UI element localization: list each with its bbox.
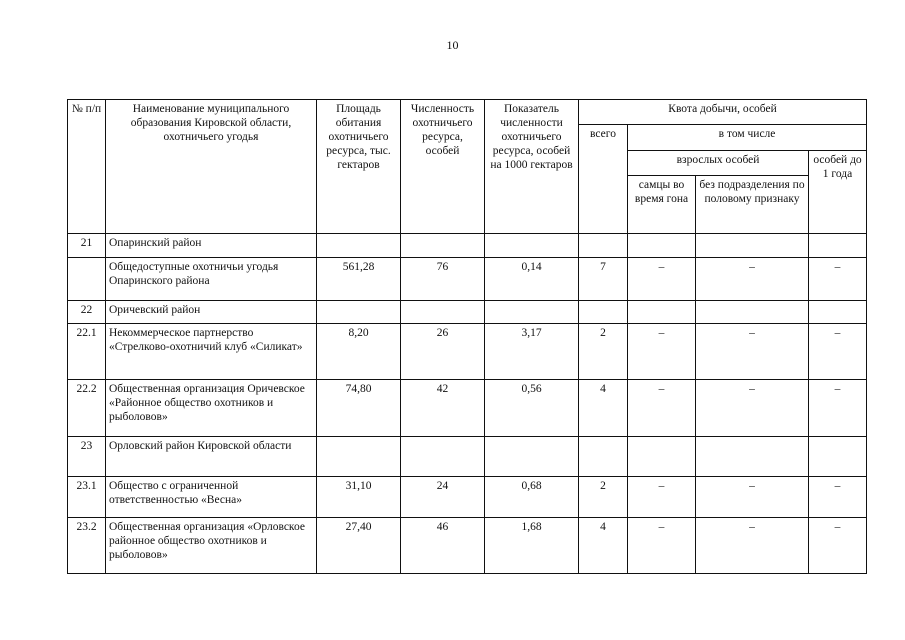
row-total: 4 [579,380,628,437]
row-area: 74,80 [317,380,401,437]
header-quota: Квота добычи, особей [579,100,867,125]
row-count [401,301,485,324]
row-total: 2 [579,477,628,518]
row-num: 22 [68,301,106,324]
header-no-sex: без подразделения по половому признаку [696,176,809,234]
row-density [485,301,579,324]
row-name: Общество с ограниченной ответственностью «Весна» [106,477,317,518]
table-row [68,301,867,324]
page-number: 10 [446,38,459,52]
row-count: 42 [401,380,485,437]
row-males [628,301,696,324]
row-area: 561,28 [317,258,401,301]
row-count: 76 [401,258,485,301]
row-total: 7 [579,258,628,301]
row-total [579,234,628,258]
row-num: 23.2 [68,518,106,574]
row-name: Общественная организация Оричевское «Районное общество охотников и рыболовов» [106,380,317,437]
row-name: Некоммерческое партнерство «Стрелково-охотничий клуб «Силикат» [106,324,317,380]
header-density: Показатель численности охотничьего ресурса, особей на 1000 гектаров [485,100,579,234]
header-including: в том числе [628,125,867,151]
row-num: 22.1 [68,324,106,380]
row-young: – [809,477,867,518]
row-young: – [809,258,867,301]
row-name: Оричевский район [106,301,317,324]
row-males: – [628,258,696,301]
row-density: 0,68 [485,477,579,518]
header-young: особей до 1 года [809,151,867,234]
table-row [68,258,867,301]
row-young [809,437,867,477]
header-area: Площадь обитания охотничьего ресурса, тыс. гектаров [317,100,401,234]
row-no-sex: – [696,518,809,574]
row-num [68,258,106,301]
row-no-sex: – [696,477,809,518]
row-count: 46 [401,518,485,574]
header-total: всего [579,125,628,234]
row-num: 23.1 [68,477,106,518]
table-row [68,324,867,380]
row-density [485,234,579,258]
row-density: 0,56 [485,380,579,437]
row-total: 4 [579,518,628,574]
header-adults: взрослых особей [628,151,809,176]
row-total [579,437,628,477]
header-num: № п/п [68,100,106,234]
row-total [579,301,628,324]
table-row [68,437,867,477]
header-males: самцы во время гона [628,176,696,234]
table-row [68,234,867,258]
row-num: 23 [68,437,106,477]
row-no-sex [696,301,809,324]
row-count: 26 [401,324,485,380]
row-young [809,234,867,258]
row-males [628,234,696,258]
row-males: – [628,380,696,437]
header-name: Наименование муниципального образования Кировской области, охотничьего угодья [106,100,317,234]
row-count [401,234,485,258]
row-no-sex [696,437,809,477]
row-density: 3,17 [485,324,579,380]
row-total: 2 [579,324,628,380]
row-no-sex: – [696,258,809,301]
table-row [68,477,867,518]
table-row [68,518,867,574]
row-count [401,437,485,477]
row-name: Орловский район Кировской области [106,437,317,477]
row-count: 24 [401,477,485,518]
row-name: Общественная организация «Орловское районное общество охотников и рыболовов» [106,518,317,574]
row-name: Общедоступные охотничьи угодья Опаринского района [106,258,317,301]
row-area [317,234,401,258]
row-males: – [628,477,696,518]
row-young [809,301,867,324]
row-num: 22.2 [68,380,106,437]
row-young: – [809,324,867,380]
row-males [628,437,696,477]
row-name: Опаринский район [106,234,317,258]
row-density: 0,14 [485,258,579,301]
row-no-sex: – [696,380,809,437]
row-young: – [809,518,867,574]
table-header [68,100,867,234]
table-row [68,380,867,437]
row-area: 31,10 [317,477,401,518]
quota-table [67,99,867,574]
table-body [68,234,867,574]
row-young: – [809,380,867,437]
row-density [485,437,579,477]
row-area: 8,20 [317,324,401,380]
row-area [317,301,401,324]
row-area [317,437,401,477]
header-count: Численность охотничьего ресурса, особей [401,100,485,234]
row-density: 1,68 [485,518,579,574]
row-males: – [628,324,696,380]
row-area: 27,40 [317,518,401,574]
row-no-sex [696,234,809,258]
row-no-sex: – [696,324,809,380]
row-males: – [628,518,696,574]
row-num: 21 [68,234,106,258]
